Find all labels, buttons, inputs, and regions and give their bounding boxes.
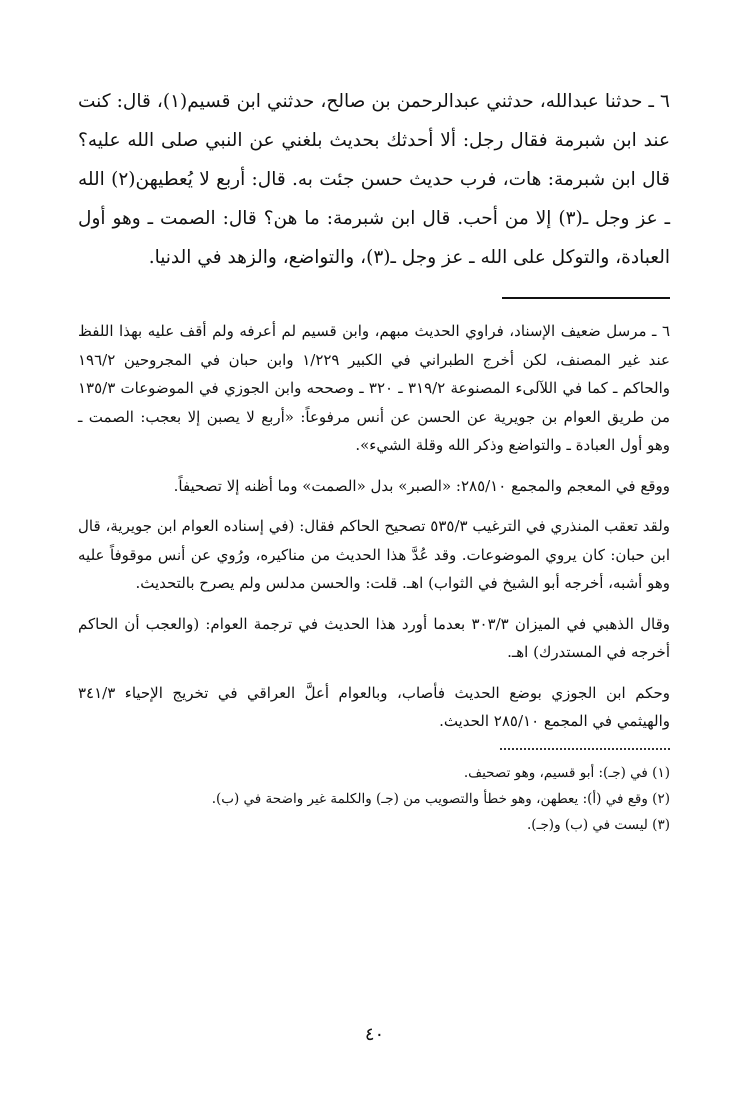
book-page bbox=[78, 82, 670, 1072]
commentary-paragraph: ووقع في المعجم والمجمع ٢٨٥/١٠: «الصبر» بدل «الصمت» وما أظنه إلا تصحيفاً. bbox=[173, 476, 670, 495]
footnotes-section bbox=[78, 760, 670, 838]
section-divider bbox=[502, 297, 670, 299]
footnote-1: (١) في (جـ): أبو قسيم، وهو تصحيف. bbox=[463, 764, 670, 781]
commentary-paragraph: وقال الذهبي في الميزان ٣٠٣/٣ بعدما أورد هذا الحديث في ترجمة العوام: (والعجب أن الحاكم أخرجه في المستدرك) اهـ. bbox=[78, 614, 670, 661]
page-number: ٤٠ bbox=[364, 1024, 385, 1045]
commentary-paragraph: ٦ ـ مرسل ضعيف الإسناد، فراوي الحديث مبهم، وابن قسيم لم أعرفه ولم أقف عليه بهذا اللفظ عند غير المصنف، لكن أخرج الطبراني في الكبير ١/٢٢٩ وابن حبان في المجروحين ١٩٦/٢ والحاكم ـ كما في اللآلىء المصنوعة ٣١٩/٢ ـ ٣٢٠ ـ وصححه وابن الجوزي في الموضوعات ١٣٥/٣ من طريق العوام بن جويرية عن الحسن عن أنس مرفوعاً: «أربع لا يصبن إلا بعجب: الصمت ـ وهو أول العبادة ـ والتواضع وذكر الله وقلة الشيء». bbox=[78, 322, 671, 454]
commentary-section bbox=[78, 317, 670, 736]
hadith-text: ٦ ـ حدثنا عبدالله، حدثني عبدالرحمن بن صالح، حدثني ابن قسيم(١)، قال: كنت عند ابن شبرمة فقال رجل: ألا أحدثك بحديث بلغني عن النبي صلى الله عليه؟ قال ابن شبرمة: هات، فرب حديث حسن جئت به. قال: أربع لا يُعطيهن(٢) الله ـ عز وجل ـ(٣) إلا من أحب. قال ابن شبرمة: ما هن؟ قال: الصمت ـ وهو أول العبادة، والتوكل على الله ـ عز وجل ـ(٣)، والتواضع، والزهد في الدنيا. bbox=[78, 91, 670, 268]
commentary-paragraph: ولقد تعقب المنذري في الترغيب ٥٣٥/٣ تصحيح الحاكم فقال: (في إسناده العوام ابن جويرية، قال ابن حبان: كان يروي الموضوعات. وقد عُدَّ هذا الحديث من مناكيره، ورُوي عن أنس موقوفاً عليه وهو أشبه، أخرجه أبو الشيخ في الثواب) اهـ. قلت: والحسن مدلس ولم يصرح بالتحديث. bbox=[78, 517, 671, 592]
footnote-divider bbox=[500, 748, 670, 750]
footnote-3: (٣) ليست في (ب) و(جـ). bbox=[526, 816, 670, 833]
commentary-paragraph: وحكم ابن الجوزي بوضع الحديث فأصاب، وبالعوام أعلَّ العراقي في تخريج الإحياء ٣٤١/٣ والهيثمي في المجمع ٢٨٥/١٠ الحديث. bbox=[78, 683, 670, 730]
footnote-2: (٢) وقع في (أ): يعطهن، وهو خطأ والتصويب من (جـ) والكلمة غير واضحة في (ب). bbox=[211, 790, 670, 807]
